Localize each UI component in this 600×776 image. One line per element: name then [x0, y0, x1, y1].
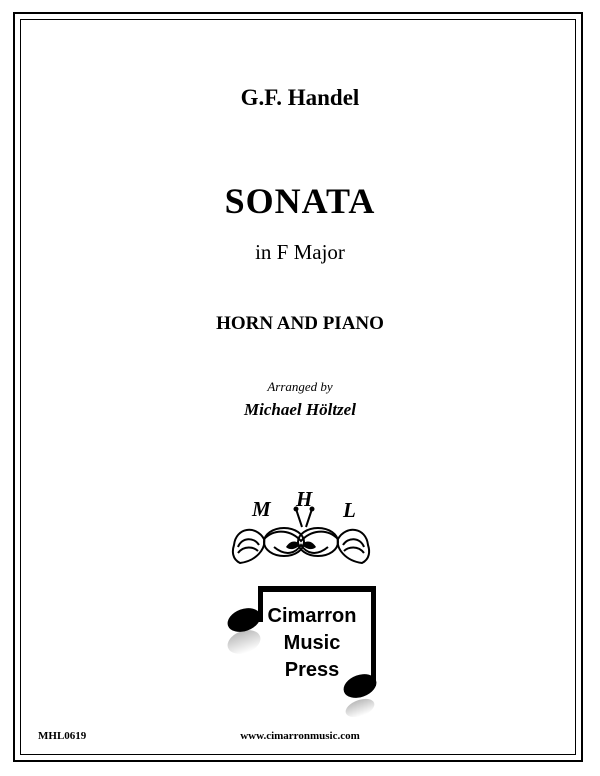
catalog-number: MHL0619	[38, 730, 87, 742]
composer-name: G.F. Handel	[240, 85, 360, 110]
instrumentation: HORN AND PIANO	[216, 313, 384, 334]
publisher-line-3: Press	[284, 659, 340, 681]
mhl-logo-m: M	[252, 497, 271, 521]
website-url: www.cimarronmusic.com	[240, 730, 360, 742]
piece-key: in F Major	[255, 240, 345, 264]
arranger-name: Michael Höltzel	[244, 400, 356, 419]
arranged-by-label: Arranged by	[267, 379, 333, 394]
publisher-line-2: Music	[283, 632, 341, 654]
mhl-logo-l: L	[343, 498, 356, 522]
piece-title: SONATA	[224, 181, 376, 221]
mhl-logo-h: H	[296, 487, 313, 511]
publisher-line-1: Cimarron	[267, 605, 357, 627]
